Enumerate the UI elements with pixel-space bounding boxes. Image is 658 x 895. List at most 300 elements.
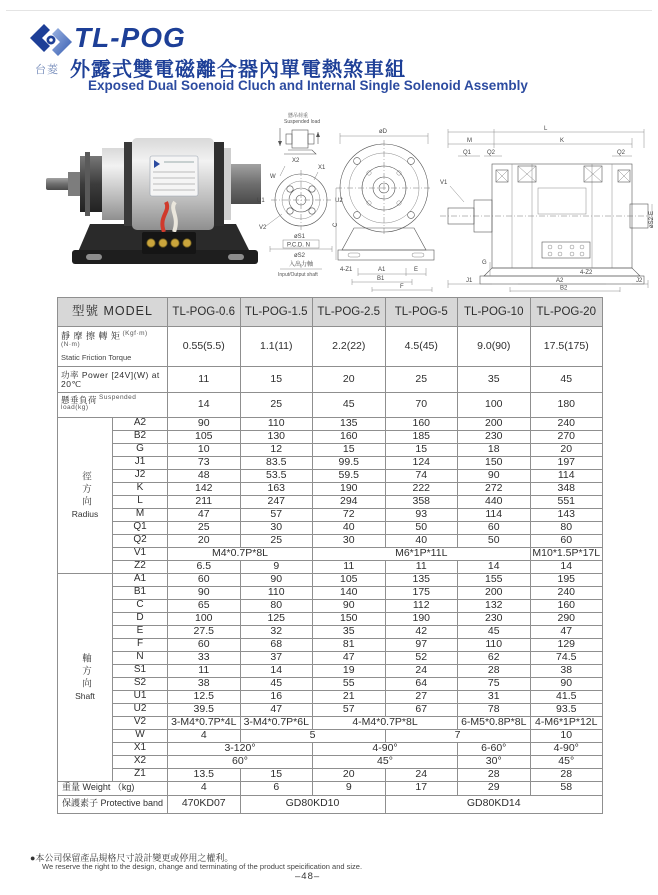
dimension-value-cell: 12: [240, 443, 313, 456]
label-m: M: [467, 138, 472, 144]
protective-band-value-cell: GD80KD14: [385, 795, 603, 813]
dimension-value-cell: 14: [530, 560, 603, 573]
dimension-value-cell: 114: [530, 469, 603, 482]
dimension-value-cell: 135: [385, 573, 458, 586]
suspended-load-label-zh: 懸吊荷重: [288, 113, 309, 119]
dimension-value-cell: 47: [530, 625, 603, 638]
dimension-value-cell: 45°: [313, 755, 458, 768]
model-name-cell: TL-POG-5: [385, 298, 458, 327]
label-q2-right: Q2: [617, 150, 626, 156]
dimension-value-cell: 200: [458, 417, 531, 430]
shaft-view-caption-zh: 入出力軸: [289, 262, 314, 268]
dimension-value-cell: 440: [458, 495, 531, 508]
dimension-value-cell: 4-90°: [530, 742, 603, 755]
weight-value-cell: 29: [458, 781, 531, 795]
table-row: [58, 795, 603, 813]
dimension-value-cell: 99.5: [313, 456, 386, 469]
page-top-rule: [6, 10, 652, 11]
label-s2: øS2: [294, 253, 306, 259]
label-b2: B2: [560, 285, 568, 292]
table-row: [58, 327, 603, 367]
spec-value-cell: 20: [313, 367, 386, 393]
dimension-value-cell: 4-M6*1P*12L: [530, 716, 603, 729]
dimension-value-cell: 13.5: [168, 768, 241, 781]
dimension-value-cell: 6-60°: [458, 742, 531, 755]
spec-value-cell: 15: [240, 367, 313, 393]
dimension-value-cell: 10: [168, 443, 241, 456]
weight-value-cell: 6: [240, 781, 313, 795]
table-row: [58, 573, 603, 586]
dimension-value-cell: 240: [530, 586, 603, 599]
dimension-letter-cell: F: [113, 638, 168, 651]
dimension-letter-cell: Z2: [113, 560, 168, 573]
label-j2: J2: [636, 278, 643, 284]
dimension-letter-cell: Q2: [113, 534, 168, 547]
dimension-value-cell: 67: [385, 703, 458, 716]
dimension-value-cell: 60: [530, 534, 603, 547]
label-a2: A2: [556, 278, 564, 284]
dimension-value-cell: 4-M4*0.7P*8L: [313, 716, 458, 729]
dimension-value-cell: 110: [240, 417, 313, 430]
label-f: F: [400, 284, 404, 290]
dimension-value-cell: 4: [168, 729, 241, 742]
dimension-value-cell: 81: [313, 638, 386, 651]
dimension-value-cell: 16: [240, 690, 313, 703]
dimension-value-cell: 90: [313, 599, 386, 612]
table-row: [58, 729, 603, 742]
dimension-value-cell: 272: [458, 482, 531, 495]
dimension-letter-cell: N: [113, 651, 168, 664]
label-k: K: [560, 138, 565, 144]
logo-caption: 台菱: [35, 64, 59, 76]
dimension-value-cell: 65: [168, 599, 241, 612]
dimension-value-cell: 47: [240, 703, 313, 716]
spec-value-cell: 35: [458, 367, 531, 393]
label-b1: B1: [377, 276, 385, 282]
dimension-value-cell: 20: [530, 443, 603, 456]
dimension-value-cell: 20: [168, 534, 241, 547]
table-row: [58, 417, 603, 430]
dimension-letter-cell: D: [113, 612, 168, 625]
label-j1: J1: [466, 278, 473, 284]
table-row: [58, 703, 603, 716]
dimension-value-cell: 114: [458, 508, 531, 521]
dimension-value-cell: 9: [240, 560, 313, 573]
table-row: [58, 534, 603, 547]
spec-value-cell: 9.0(90): [458, 327, 531, 367]
dimension-value-cell: 110: [458, 638, 531, 651]
dimension-value-cell: 25: [168, 521, 241, 534]
table-row: [58, 443, 603, 456]
dimension-value-cell: 64: [385, 677, 458, 690]
dimension-value-cell: 31: [458, 690, 531, 703]
dimension-value-cell: 30: [313, 534, 386, 547]
dimension-value-cell: 47: [313, 651, 386, 664]
dimension-value-cell: 41.5: [530, 690, 603, 703]
label-q2-left: Q2: [487, 150, 496, 156]
dimension-value-cell: 55: [313, 677, 386, 690]
model-name-cell: TL-POG-0.6: [168, 298, 241, 327]
table-row: [58, 393, 603, 418]
dimension-value-cell: 11: [168, 664, 241, 677]
dimension-letter-cell: U1: [113, 690, 168, 703]
dimension-value-cell: 90: [530, 677, 603, 690]
dimension-value-cell: 290: [530, 612, 603, 625]
dimension-value-cell: 62: [458, 651, 531, 664]
dimension-value-cell: 135: [313, 417, 386, 430]
table-row: [58, 690, 603, 703]
spec-value-cell: 11: [168, 367, 241, 393]
dimension-value-cell: M10*1.5P*17L: [530, 547, 603, 560]
dimension-value-cell: 73: [168, 456, 241, 469]
dimension-value-cell: 163: [240, 482, 313, 495]
dimension-value-cell: 150: [458, 456, 531, 469]
protective-band-value-cell: 470KD07: [168, 795, 241, 813]
shaft-view-caption-en: Input/Output shaft: [278, 272, 318, 278]
dimension-value-cell: 59.5: [313, 469, 386, 482]
dimension-value-cell: 90: [240, 573, 313, 586]
dimension-value-cell: 125: [240, 612, 313, 625]
dimension-value-cell: 80: [530, 521, 603, 534]
dimension-value-cell: 4-90°: [313, 742, 458, 755]
dimension-value-cell: 80: [240, 599, 313, 612]
spec-row-label: 靜 摩 擦 轉 矩 $^{(Kgf\cdot m)(N\cdot m)}$ Static Friction Torque: [58, 327, 168, 367]
dimension-letter-cell: S1: [113, 664, 168, 677]
label-s1: øS1: [294, 234, 306, 240]
dimension-letter-cell: S2: [113, 677, 168, 690]
logo-mark: [30, 24, 72, 56]
dimension-value-cell: 28: [530, 768, 603, 781]
dimension-value-cell: 129: [530, 638, 603, 651]
weight-value-cell: 4: [168, 781, 241, 795]
dimension-value-cell: 45: [240, 677, 313, 690]
dimension-value-cell: 6-M5*0.8P*8L: [458, 716, 531, 729]
dimension-letter-cell: J1: [113, 456, 168, 469]
dimension-value-cell: 110: [240, 586, 313, 599]
weight-row-label: 重量 Weight （kg): [58, 781, 168, 795]
table-row: [58, 781, 603, 795]
table-row: [58, 625, 603, 638]
dimension-value-cell: 11: [385, 560, 458, 573]
label-q1: Q1: [463, 150, 472, 156]
dimension-value-cell: 10: [530, 729, 603, 742]
model-name-cell: TL-POG-1.5: [240, 298, 313, 327]
table-row: [58, 469, 603, 482]
spec-value-cell: 25: [385, 367, 458, 393]
dimension-value-cell: 190: [313, 482, 386, 495]
dimension-value-cell: M6*1P*11L: [313, 547, 531, 560]
dimension-value-cell: 112: [385, 599, 458, 612]
dimension-value-cell: 14: [458, 560, 531, 573]
dimension-letter-cell: B1: [113, 586, 168, 599]
dimension-value-cell: 52: [385, 651, 458, 664]
dimension-letter-cell: C: [113, 599, 168, 612]
table-row: [58, 521, 603, 534]
dimension-value-cell: 45: [458, 625, 531, 638]
dimension-value-cell: 27.5: [168, 625, 241, 638]
footer-note-en: We reserve the right to the design, change and terminating of the product speicification and size.: [42, 862, 363, 871]
model-header-cell: 型號 MODEL: [58, 298, 168, 327]
clutch-body: [80, 138, 261, 230]
dimension-value-cell: 37: [240, 651, 313, 664]
spec-value-cell: 17.5(175): [530, 327, 603, 367]
dimension-value-cell: 160: [313, 430, 386, 443]
table-row: [58, 482, 603, 495]
page-title-zh: 外露式雙電磁離合器內單電熱煞車組: [70, 59, 406, 81]
label-x2: X2: [292, 158, 300, 164]
dimension-value-cell: 42: [385, 625, 458, 638]
spec-value-cell: 45: [313, 393, 386, 418]
dimension-value-cell: 28: [458, 664, 531, 677]
dimension-value-cell: 3-M4*0.7P*6L: [240, 716, 313, 729]
dimension-letter-cell: X1: [113, 742, 168, 755]
weight-value-cell: 17: [385, 781, 458, 795]
table-row: [58, 298, 603, 327]
table-row: [58, 586, 603, 599]
dimension-value-cell: 68: [240, 638, 313, 651]
dimension-value-cell: 24: [385, 664, 458, 677]
dimension-value-cell: 247: [240, 495, 313, 508]
dimension-value-cell: 230: [458, 612, 531, 625]
spec-value-cell: 25: [240, 393, 313, 418]
dimension-value-cell: 124: [385, 456, 458, 469]
dimension-value-cell: 48: [168, 469, 241, 482]
spec-value-cell: 70: [385, 393, 458, 418]
dimension-value-cell: 3-120°: [168, 742, 313, 755]
spec-table: [57, 297, 603, 814]
dimension-value-cell: 197: [530, 456, 603, 469]
table-row: [58, 599, 603, 612]
label-g: G: [482, 260, 487, 266]
dimension-value-cell: 35: [313, 625, 386, 638]
table-row: [58, 367, 603, 393]
dimension-value-cell: 90: [168, 586, 241, 599]
dimension-value-cell: 74.5: [530, 651, 603, 664]
footer-note-zh: ●本公司保留產品規格尺寸設計變更或停用之權利。: [30, 853, 234, 863]
dimension-value-cell: 200: [458, 586, 531, 599]
model-name-cell: TL-POG-2.5: [313, 298, 386, 327]
dimension-value-cell: 15: [240, 768, 313, 781]
dimension-value-cell: 230: [458, 430, 531, 443]
dimension-value-cell: 15: [313, 443, 386, 456]
dimension-value-cell: 19: [313, 664, 386, 677]
dimension-value-cell: 32: [240, 625, 313, 638]
table-row: [58, 677, 603, 690]
table-row: [58, 508, 603, 521]
dimension-value-cell: 60°: [168, 755, 313, 768]
model-name-cell: TL-POG-20: [530, 298, 603, 327]
dimension-value-cell: 18: [458, 443, 531, 456]
clutch-shaft: [46, 172, 82, 196]
spec-value-cell: 0.55(5.5): [168, 327, 241, 367]
protective-band-value-cell: GD80KD10: [240, 795, 385, 813]
dimension-letter-cell: W: [113, 729, 168, 742]
table-row: [58, 651, 603, 664]
dimension-value-cell: 72: [313, 508, 386, 521]
dimension-value-cell: 40: [385, 534, 458, 547]
weight-value-cell: 58: [530, 781, 603, 795]
label-4z1: 4-Z1: [340, 267, 353, 273]
dimension-value-cell: 93.5: [530, 703, 603, 716]
dimension-value-cell: 160: [530, 599, 603, 612]
dimension-letter-cell: Z1: [113, 768, 168, 781]
spec-value-cell: 14: [168, 393, 241, 418]
dimension-value-cell: 100: [168, 612, 241, 625]
dimension-letter-cell: B2: [113, 430, 168, 443]
dimension-value-cell: 74: [385, 469, 458, 482]
dimension-value-cell: 358: [385, 495, 458, 508]
front-view-drawing: [332, 124, 440, 292]
dimension-value-cell: 47: [168, 508, 241, 521]
label-l: L: [544, 126, 548, 132]
dimension-value-cell: 270: [530, 430, 603, 443]
dimension-letter-cell: M: [113, 508, 168, 521]
dimension-value-cell: 7: [385, 729, 530, 742]
spec-table-body: [58, 298, 603, 814]
dimension-value-cell: 93: [385, 508, 458, 521]
side-view-drawing: [434, 124, 656, 292]
dimension-value-cell: 39.5: [168, 703, 241, 716]
dimension-value-cell: 57: [240, 508, 313, 521]
dimension-value-cell: 160: [385, 417, 458, 430]
dimension-value-cell: 30°: [458, 755, 531, 768]
dimension-value-cell: 15: [385, 443, 458, 456]
protective-band-row-label: 保護素子 Protective band: [58, 795, 168, 813]
dimension-letter-cell: A2: [113, 417, 168, 430]
suspended-load-label-en: Suspended load: [284, 119, 321, 125]
dimension-letter-cell: J2: [113, 469, 168, 482]
spec-value-cell: 45: [530, 367, 603, 393]
dimension-letter-cell: L: [113, 495, 168, 508]
dimension-value-cell: 190: [385, 612, 458, 625]
dimension-value-cell: 90: [168, 417, 241, 430]
dimension-value-cell: 105: [313, 573, 386, 586]
dimension-value-cell: 14: [240, 664, 313, 677]
label-x1: X1: [318, 165, 326, 171]
dimension-value-cell: 25: [240, 534, 313, 547]
dimension-value-cell: 28: [458, 768, 531, 781]
spec-value-cell: 1.1(11): [240, 327, 313, 367]
spec-row-label: 懸垂負荷 $^{Suspended load(kg)}$: [58, 393, 168, 418]
spec-value-cell: 4.5(45): [385, 327, 458, 367]
label-a1: A1: [378, 267, 386, 273]
dimension-group-label: 軸方向 Shaft: [58, 573, 113, 781]
label-w: W: [270, 174, 276, 180]
dimension-value-cell: 150: [313, 612, 386, 625]
spec-value-cell: 100: [458, 393, 531, 418]
dimension-letter-cell: V1: [113, 547, 168, 560]
dimension-value-cell: 140: [313, 586, 386, 599]
dimension-value-cell: 132: [458, 599, 531, 612]
dimension-letter-cell: U2: [113, 703, 168, 716]
dimension-value-cell: 211: [168, 495, 241, 508]
table-row: [58, 664, 603, 677]
dimension-value-cell: 38: [168, 677, 241, 690]
dimension-value-cell: 130: [240, 430, 313, 443]
dimension-value-cell: 57: [313, 703, 386, 716]
dimension-letter-cell: V2: [113, 716, 168, 729]
spec-value-cell: 2.2(22): [313, 327, 386, 367]
table-row: [58, 495, 603, 508]
spec-row-label: 功率 Power [24V](W) at 20℃: [58, 367, 168, 393]
dimension-value-cell: 195: [530, 573, 603, 586]
dimension-value-cell: 40: [313, 521, 386, 534]
label-4z2: 4-Z2: [580, 270, 593, 276]
table-row: [58, 560, 603, 573]
product-photo: [38, 112, 268, 272]
label-c: C: [333, 222, 339, 227]
dimension-value-cell: 30: [240, 521, 313, 534]
dimension-value-cell: 11: [313, 560, 386, 573]
table-row: [58, 430, 603, 443]
table-row: [58, 716, 603, 729]
dimension-value-cell: 3-M4*0.7P*4L: [168, 716, 241, 729]
dimension-value-cell: 75: [458, 677, 531, 690]
dimension-value-cell: 142: [168, 482, 241, 495]
label-u1: U1: [257, 198, 265, 204]
spec-value-cell: 180: [530, 393, 603, 418]
dimension-value-cell: 60: [168, 573, 241, 586]
dimension-value-cell: 222: [385, 482, 458, 495]
dimension-group-label: 徑方向 Radius: [58, 417, 113, 573]
dimension-value-cell: 294: [313, 495, 386, 508]
dimension-letter-cell: E: [113, 625, 168, 638]
table-row: [58, 456, 603, 469]
brand-logo: [28, 21, 74, 61]
label-od: øD: [379, 129, 387, 135]
model-name-cell: TL-POG-10: [458, 298, 531, 327]
dimension-value-cell: 78: [458, 703, 531, 716]
table-row: [58, 638, 603, 651]
dimension-value-cell: M4*0.7P*8L: [168, 547, 313, 560]
label-s2e: øS2·E: [649, 210, 655, 228]
dimension-value-cell: 143: [530, 508, 603, 521]
dimension-letter-cell: A1: [113, 573, 168, 586]
dimension-value-cell: 27: [385, 690, 458, 703]
dimension-value-cell: 45°: [530, 755, 603, 768]
dimension-letter-cell: K: [113, 482, 168, 495]
dimension-value-cell: 60: [458, 521, 531, 534]
dimension-value-cell: 33: [168, 651, 241, 664]
dimension-value-cell: 21: [313, 690, 386, 703]
label-u2: U2: [335, 198, 343, 204]
page-title-en: Exposed Dual Soenoid Cluch and Internal Single Solenoid Assembly: [88, 78, 528, 93]
dimension-value-cell: 12.5: [168, 690, 241, 703]
dimension-letter-cell: Q1: [113, 521, 168, 534]
label-e: E: [414, 267, 419, 273]
dimension-value-cell: 105: [168, 430, 241, 443]
suspended-load-sketch: [278, 128, 320, 154]
label-v2: V2: [259, 225, 267, 231]
dimension-value-cell: 83.5: [240, 456, 313, 469]
dimension-value-cell: 50: [458, 534, 531, 547]
page-number: –48–: [295, 871, 321, 882]
dimension-value-cell: 97: [385, 638, 458, 651]
weight-value-cell: 9: [313, 781, 386, 795]
table-row: [58, 742, 603, 755]
label-v1: V1: [440, 180, 448, 186]
dimension-value-cell: 185: [385, 430, 458, 443]
dimension-value-cell: 53.5: [240, 469, 313, 482]
dimension-value-cell: 348: [530, 482, 603, 495]
dimension-value-cell: 551: [530, 495, 603, 508]
dimension-value-cell: 6.5: [168, 560, 241, 573]
dimension-value-cell: 5: [240, 729, 385, 742]
table-row: [58, 612, 603, 625]
table-row: [58, 768, 603, 781]
table-row: [58, 755, 603, 768]
label-pcd-n: P.C.D. N: [287, 242, 310, 249]
